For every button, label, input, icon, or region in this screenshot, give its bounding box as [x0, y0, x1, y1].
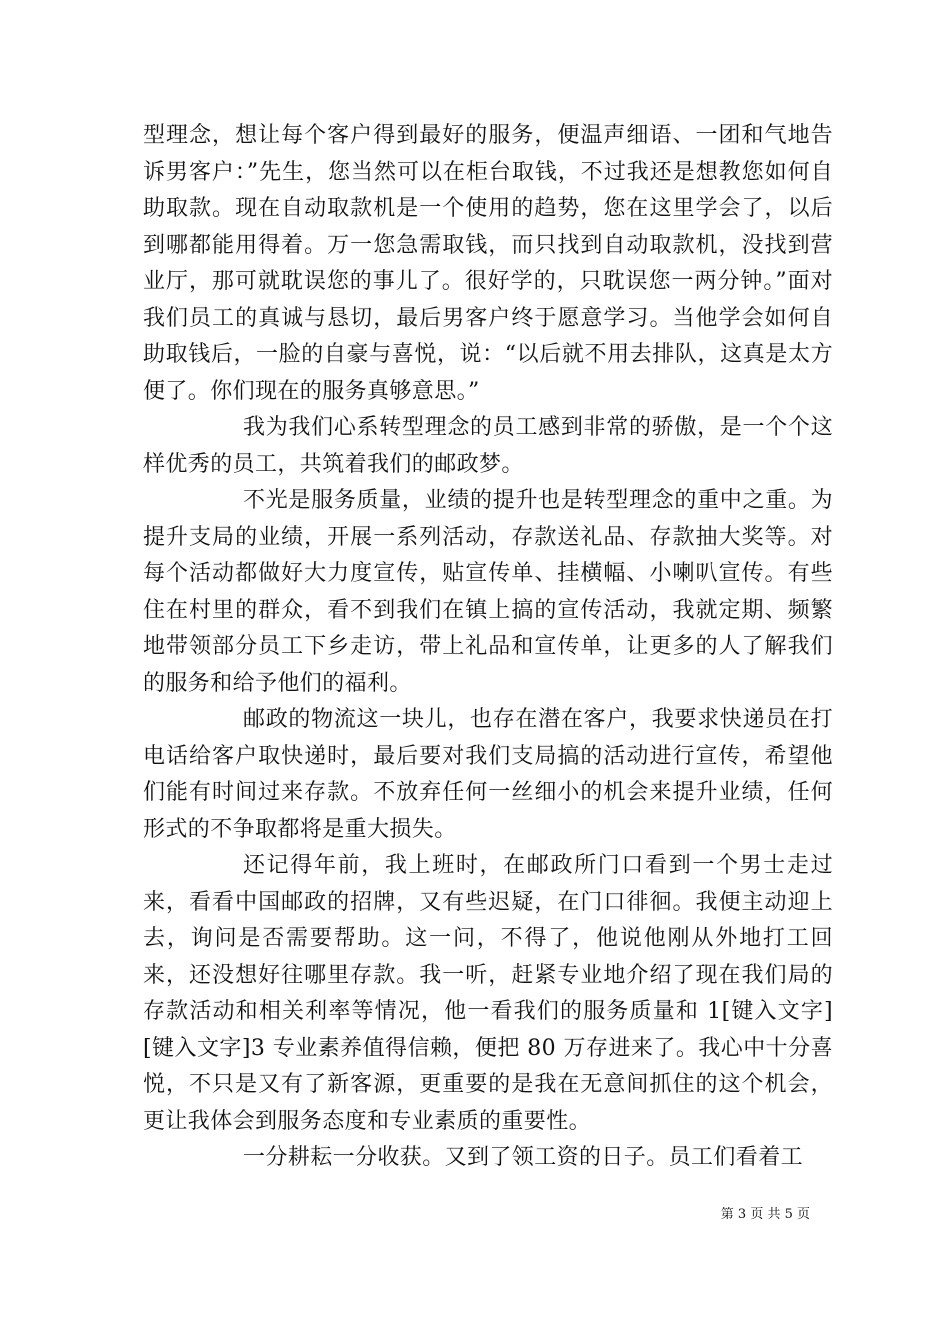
paragraph-2: 我为我们心系转型理念的员工感到非常的骄傲，是一个个这样优秀的员工，共筑着我们的邮政梦。 — [143, 415, 833, 477]
paragraph-1: 型理念，想让每个客户得到最好的服务，便温声细语、一团和气地告诉男客户：”先生，您当然可以在柜台取钱，不过我还是想教您如何自助取款。现在自动取款机是一个使用的趋势，您在这里学会了，以后到哪都能用得着。万一您急需取钱，而只找到自动取款机，没找到营业厅，那可就耽误您的事儿了。很好学的，只耽误您一两分钟。”面对我们员工的真诚与恳切，最后男客户终于愿意学习。当他学会如何自助取钱后，一脸的自豪与喜悦，说：“以后就不用去排队，这真是太方便了。你们现在的服务真够意思。” — [143, 123, 833, 404]
paragraph-6: 一分耕耘一分收获。又到了领工资的日子。员工们看着工 — [243, 1145, 804, 1170]
paragraph-5: 还记得年前，我上班时，在邮政所门口看到一个男士走过来，看看中国邮政的招牌，又有些迟疑，在门口徘徊。我便主动迎上去，询问是否需要帮助。这一问，不得了，他说他刚从外地打工回来，还没想好往哪里存款。我一听，赶紧专业地介绍了现在我们局的存款活动和相关利率等情况，他一看我们的服务质量和 1[键入文字][键入文字]3 专业素养值得信赖，便把 80 万存进来了。我心中十分喜悦，不只是又有了新客源，更重要的是我在无意间抓住的这个机会，更让我体会到服务态度和专业素质的重要性。 — [143, 853, 833, 1134]
paragraph-3: 不光是服务质量，业绩的提升也是转型理念的重中之重。为提升支局的业绩，开展一系列活动，存款送礼品、存款抽大奖等。对每个活动都做好大力度宣传，贴宣传单、挂横幅、小喇叭宣传。有些住在村里的群众，看不到我们在镇上搞的宣传活动，我就定期、频繁地带领部分员工下乡走访，带上礼品和宣传单，让更多的人了解我们的服务和给予他们的福利。 — [143, 488, 833, 696]
paragraph-4: 邮政的物流这一块儿，也存在潜在客户，我要求快递员在打电话给客户取快递时，最后要对我们支局搞的活动进行宣传，希望他们能有时间过来存款。不放弃任何一丝细小的机会来提升业绩，任何形式的不争取都将是重大损失。 — [143, 707, 833, 842]
document-body — [143, 118, 833, 1177]
page-number-footer: 第 3 页 共 5 页 — [720, 1207, 810, 1222]
